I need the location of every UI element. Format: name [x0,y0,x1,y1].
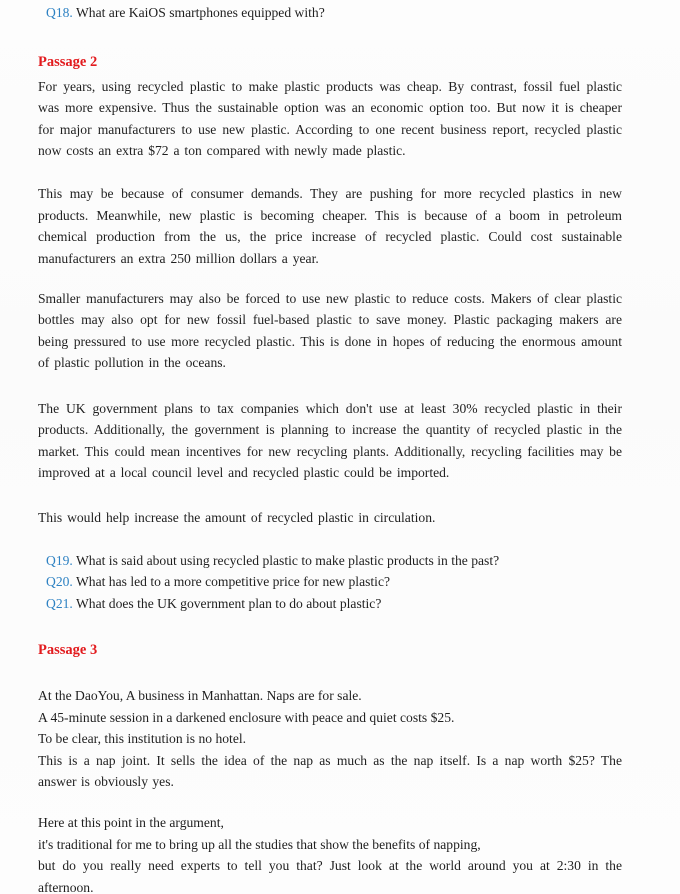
question-q21 [38,593,622,614]
question-q18-text: What are KaiOS smartphones equipped with? [75,5,325,20]
passage-3-line: To be clear, this institution is no hotel. [38,731,247,747]
passage-2-paragraph-1: For years, using recycled plastic to make plastic products was cheap. By contrast, fossil fuel plastic was more expensive. Thus the sustainable option was an economic option too. But now it is cheaper for major manufacturers to use new plastic. According to one recent business report, recycled plastic now costs an extra $72 a ton compared with newly made plastic. [38,78,622,159]
passage-2-heading: Passage 2 [38,54,98,71]
passage-3-line: At the DaoYou, A business in Manhattan. Naps are for sale. [38,688,362,704]
question-q19 [38,550,622,571]
passage-3-line: A 45-minute session in a darkened enclosure with peace and quiet costs $25. [38,709,455,725]
passage-3-line: it's traditional for me to bring up all the studies that show the benefits of napping, [38,836,481,852]
question-q20-label: Q20. [46,574,73,590]
passage-3-block-2 [38,812,622,894]
question-q21-label: Q21. [46,595,73,611]
passage-2-paragraph-5: This would help increase the amount of recycled plastic in circulation. [38,510,436,526]
question-q21-text: What does the UK government plan to do about plastic? [75,595,382,611]
passage-3-heading: Passage 3 [38,641,98,658]
question-q20 [38,571,622,592]
passage-2-questions [38,550,622,614]
passage-2-paragraph-4: The UK government plans to tax companies which don't use at least 30% recycled plastic in their products. Additionally, the government is planning to increase the quantity of recycled plastic in the market. This could mean incentives for new recycling plants. Additionally, recycling facilities may be improved at a local council level and recycled plastic could be imported. [38,400,622,480]
question-q20-text: What has led to a more competitive price for new plastic? [75,574,391,590]
passage-2-paragraph-3: Smaller manufacturers may also be forced to use new plastic to reduce costs. Makers of clear plastic bottles may also opt for new fossil fuel-based plastic to save money. Plastic packaging makers are being pressured to use more recycled plastic. This is done in hopes of reducing the enormous amount of plastic pollution in the oceans. [38,291,622,371]
question-q19-label: Q19. [46,552,73,568]
passage-2-paragraph-2: This may be because of consumer demands. They are pushing for more recycled plastics in new products. Meanwhile, new plastic is becoming cheaper. This is because of a boom in petroleum chemical production from the us, the price increase of recycled plastic. Could cost sustainable manufacturers an extra 250 million dollars a year. [38,186,622,266]
question-q18 [38,2,622,23]
question-q19-text: What is said about using recycled plastic to make plastic products in the past? [75,552,500,568]
passage-3-line: This is a nap joint. It sells the idea of the nap as much as the nap itself. Is a nap worth $25? The answer is obviously yes. [38,752,622,789]
question-q18-label: Q18. [46,5,73,20]
passage-3-line: but do you really need experts to tell you that? Just look at the world around you at 2:30 in the afternoon. [38,858,622,894]
passage-3-block-1 [38,685,622,792]
passage-3-line: Here at this point in the argument, [38,815,224,831]
